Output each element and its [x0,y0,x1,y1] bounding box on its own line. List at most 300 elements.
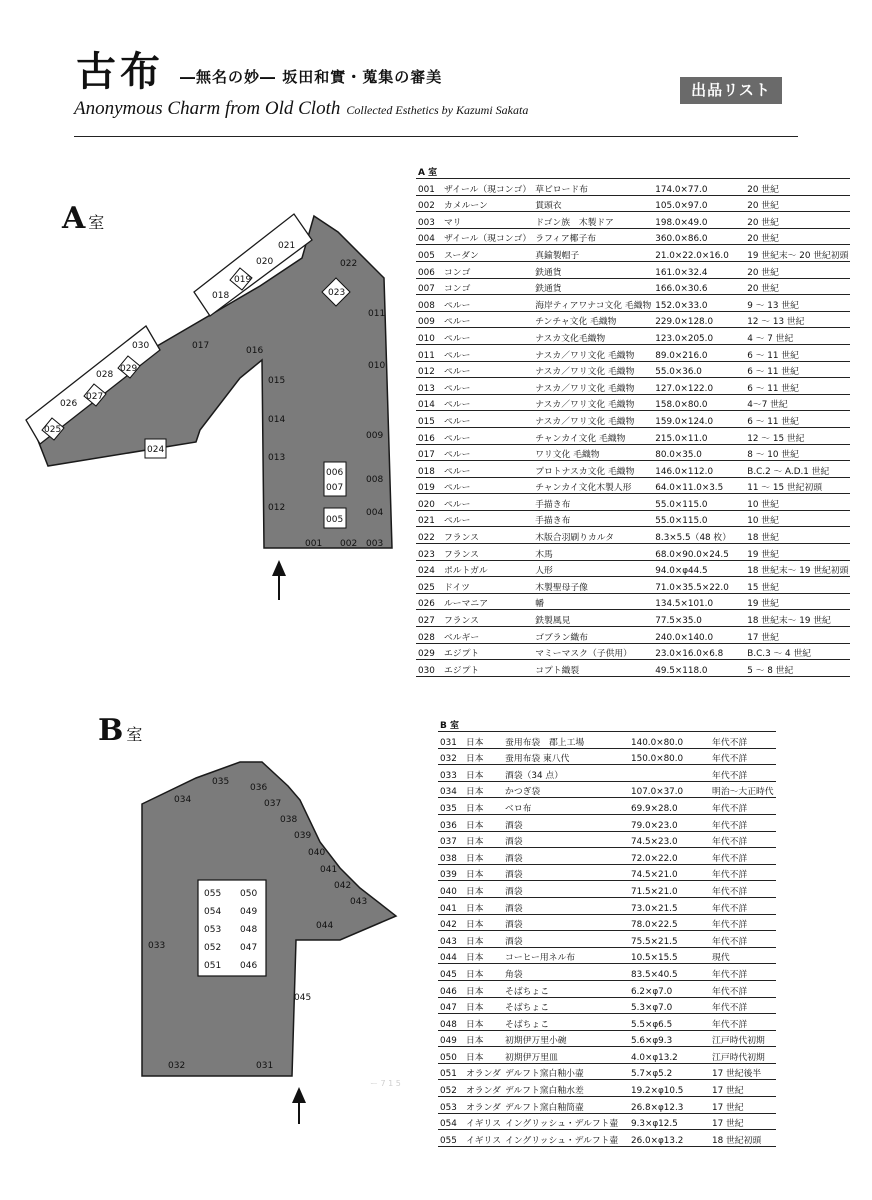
table-row [438,1113,776,1130]
plan-label-041: 041 [320,865,338,875]
item-country: ザイール（現コンゴ） [442,179,533,196]
table-row [438,897,776,914]
plan-label-050: 050 [240,889,258,899]
item-name: 真鍮製帽子 [533,245,653,262]
item-name: ナスカ／ワリ文化 毛織物 [533,411,653,428]
plan-label-037: 037 [264,799,282,809]
item-name: 木製聖母子像 [533,577,653,594]
item-number: 023 [416,544,442,561]
item-number: 005 [416,245,442,262]
table-row [416,261,850,278]
item-period: 18 世紀初頭 [710,1130,776,1147]
item-country: ペルー [442,494,533,511]
item-size: 94.0×φ44.5 [653,560,745,577]
item-period: 18 世紀 [745,527,850,544]
plan-label-044: 044 [316,921,334,931]
table-row [416,544,850,561]
item-name: 鉄製風見 [533,610,653,627]
item-size: 73.0×21.5 [629,897,710,914]
item-number: 007 [416,278,442,295]
plan-label-025: 025 [44,425,62,435]
item-name: 鉄通貨 [533,278,653,295]
item-period: 19 世紀 [745,544,850,561]
item-name: ナスカ／ワリ文化 毛織物 [533,361,653,378]
item-country: 日本 [464,781,503,798]
item-country: 日本 [464,964,503,981]
item-number: 026 [416,593,442,610]
item-period: 年代不詳 [710,748,776,765]
table-row [438,864,776,881]
item-period: B.C.2 ～ A.D.1 世紀 [745,461,850,478]
item-size: 5.3×φ7.0 [629,997,710,1014]
room-b-label: B室 [98,713,143,748]
table-row [438,1047,776,1064]
item-period: 20 世紀 [745,261,850,278]
item-size: 77.5×35.0 [653,610,745,627]
item-number: 006 [416,261,442,278]
item-name: 酒袋 [503,864,629,881]
item-name: 幡 [533,593,653,610]
item-number: 036 [438,814,464,831]
item-name: そばちょこ [503,997,629,1014]
item-country: 日本 [464,1030,503,1047]
item-country: ペルー [442,295,533,312]
item-country: 日本 [464,748,503,765]
item-name: イングリッシュ・デルフト壷 [503,1113,629,1130]
item-country: 日本 [464,831,503,848]
plan-label-002: 002 [340,539,358,549]
plan-label-042: 042 [334,881,352,891]
item-country: エジプト [442,643,533,660]
plan-label-035: 035 [212,777,230,787]
table-row [416,577,850,594]
item-number: 053 [438,1097,464,1114]
item-period: 年代不詳 [710,997,776,1014]
item-country: ドイツ [442,577,533,594]
item-size: 78.0×22.5 [629,914,710,931]
item-country: 日本 [464,947,503,964]
item-period: 18 世紀末～ 19 世紀初頭 [745,560,850,577]
item-name: 手描き布 [533,510,653,527]
plan-label-016: 016 [246,346,264,356]
item-country: ペルー [442,394,533,411]
item-period: 江戸時代初期 [710,1047,776,1064]
item-size: 150.0×80.0 [629,748,710,765]
item-country: イギリス [464,1130,503,1147]
item-size: 68.0×90.0×24.5 [653,544,745,561]
room-b-list [438,716,776,1147]
item-size: 158.0×80.0 [653,394,745,411]
table-row [416,378,850,395]
item-name: 木版合羽刷りカルタ [533,527,653,544]
english-title: Anonymous Charm from Old Cloth [74,98,341,119]
item-period: 18 世紀末～ 19 世紀 [745,610,850,627]
item-name: デルフト窯白釉水差 [503,1080,629,1097]
plan-label-048: 048 [240,925,258,935]
item-period: 年代不詳 [710,980,776,997]
item-number: 012 [416,361,442,378]
plan-label-014: 014 [268,415,286,425]
plan-label-039: 039 [294,831,312,841]
item-number: 049 [438,1030,464,1047]
plan-label-022: 022 [340,259,358,269]
item-country: 日本 [464,798,503,815]
plan-label-012: 012 [268,503,286,513]
item-number: 032 [438,748,464,765]
item-period: 17 世紀 [745,627,850,644]
table-row [416,560,850,577]
item-number: 038 [438,848,464,865]
item-size: 89.0×216.0 [653,344,745,361]
item-name: そばちょこ [503,1014,629,1031]
item-size: 107.0×37.0 [629,781,710,798]
item-size: 75.5×21.5 [629,931,710,948]
item-name: 鉄通貨 [533,261,653,278]
show-through-text: ー 7 1 5 [370,1079,401,1088]
item-country: ザイール（現コンゴ） [442,228,533,245]
item-period: 6 ～ 11 世紀 [745,361,850,378]
plan-label-038: 038 [280,815,298,825]
plan-label-045: 045 [294,993,312,1003]
item-name: 蚕用布袋 東八代 [503,748,629,765]
item-name: チャンカイ文化木製人形 [533,477,653,494]
item-country: フランス [442,544,533,561]
item-period: 年代不詳 [710,814,776,831]
item-size: 71.5×21.0 [629,881,710,898]
item-size: 55.0×115.0 [653,494,745,511]
item-country: フランス [442,527,533,544]
plan-label-004: 004 [366,508,384,518]
item-size: 10.5×15.5 [629,947,710,964]
table-row [438,831,776,848]
item-number: 043 [438,931,464,948]
item-name: 初期伊万里小碗 [503,1030,629,1047]
item-period: 5 ～ 8 世紀 [745,660,850,677]
item-country: 日本 [464,814,503,831]
item-size: 80.0×35.0 [653,444,745,461]
table-row [438,1130,776,1147]
item-number: 034 [438,781,464,798]
item-size [629,765,710,782]
item-name: デルフト窯白釉筒壷 [503,1097,629,1114]
table-row [438,748,776,765]
plan-label-047: 047 [240,943,258,953]
table-row [416,477,850,494]
item-number: 018 [416,461,442,478]
item-name: チャンカイ文化 毛織物 [533,427,653,444]
item-size: 161.0×32.4 [653,261,745,278]
item-country: フランス [442,610,533,627]
table-row [438,1063,776,1080]
item-size: 140.0×80.0 [629,732,710,749]
item-number: 024 [416,560,442,577]
item-size: 64.0×11.0×3.5 [653,477,745,494]
item-size: 152.0×33.0 [653,295,745,312]
plan-label-019: 019 [234,275,252,285]
page-title: 古布 [76,48,164,95]
plan-label-006: 006 [326,468,344,478]
plan-label-003: 003 [366,539,384,549]
item-period: 年代不詳 [710,914,776,931]
item-period: 明治～大正時代 [710,781,776,798]
table-row [416,179,850,196]
plan-label-031: 031 [256,1061,274,1071]
item-number: 002 [416,195,442,212]
item-name: デルフト窯白釉小壷 [503,1063,629,1080]
item-number: 003 [416,212,442,229]
item-country: 日本 [464,765,503,782]
item-number: 019 [416,477,442,494]
item-country: 日本 [464,931,503,948]
item-size: 240.0×140.0 [653,627,745,644]
page-subtitle: ―無名の妙― 坂田和實・蒐集の審美 [180,68,443,86]
item-period: 年代不詳 [710,897,776,914]
item-size: 127.0×122.0 [653,378,745,395]
table-row [438,914,776,931]
item-size: 360.0×86.0 [653,228,745,245]
plan-label-052: 052 [204,943,222,953]
plan-label-024: 024 [147,445,165,455]
item-period: 17 世紀 [710,1113,776,1130]
plan-label-023: 023 [328,288,346,298]
plan-label-010: 010 [368,361,386,371]
table-row [438,997,776,1014]
table-row [416,510,850,527]
table-row [438,931,776,948]
item-period: 17 世紀 [710,1097,776,1114]
item-country: ペルー [442,378,533,395]
table-row [416,344,850,361]
table-row [416,461,850,478]
plan-label-011: 011 [368,309,386,319]
item-period: 10 世紀 [745,494,850,511]
item-country: ペルー [442,461,533,478]
item-size: 71.0×35.5×22.0 [653,577,745,594]
plan-label-026: 026 [60,399,78,409]
item-period: 現代 [710,947,776,964]
item-number: 025 [416,577,442,594]
table-row [416,195,850,212]
table-row [438,1097,776,1114]
item-number: 047 [438,997,464,1014]
item-size: 198.0×49.0 [653,212,745,229]
item-period: 年代不詳 [710,931,776,948]
plan-label-053: 053 [204,925,222,935]
plan-label-007: 007 [326,483,344,493]
table-row [438,1080,776,1097]
item-size: 74.5×21.0 [629,864,710,881]
item-period: 9 ～ 13 世紀 [745,295,850,312]
item-number: 030 [416,660,442,677]
item-size: 19.2×φ10.5 [629,1080,710,1097]
plan-label-013: 013 [268,453,286,463]
table-row [438,964,776,981]
table-row [416,278,850,295]
table-row [416,427,850,444]
item-size: 159.0×124.0 [653,411,745,428]
item-period: 17 世紀 [710,1080,776,1097]
item-name: 草ビロード布 [533,179,653,196]
item-number: 035 [438,798,464,815]
plan-label-046: 046 [240,961,258,971]
item-name: ゴブラン織布 [533,627,653,644]
table-row [438,781,776,798]
plan-label-036: 036 [250,783,268,793]
table-row [416,212,850,229]
item-period: 10 世紀 [745,510,850,527]
plan-label-015: 015 [268,376,286,386]
plan-label-033: 033 [148,941,166,951]
item-country: ペルー [442,411,533,428]
item-name: ナスカ／ワリ文化 毛織物 [533,344,653,361]
item-number: 045 [438,964,464,981]
item-country: ペルー [442,510,533,527]
item-name: ナスカ文化毛織物 [533,328,653,345]
item-number: 020 [416,494,442,511]
item-name: 酒袋 [503,881,629,898]
item-period: 8 ～ 10 世紀 [745,444,850,461]
table-row [416,295,850,312]
table-row [438,1014,776,1031]
item-country: コンゴ [442,278,533,295]
item-period: 年代不詳 [710,1014,776,1031]
table-row [438,1030,776,1047]
item-size: 215.0×11.0 [653,427,745,444]
item-name: 酒袋 [503,848,629,865]
item-number: 041 [438,897,464,914]
plan-label-020: 020 [256,257,274,267]
item-name: 貫頭衣 [533,195,653,212]
item-period: 年代不詳 [710,732,776,749]
item-size: 69.9×28.0 [629,798,710,815]
item-country: コンゴ [442,261,533,278]
plan-label-030: 030 [132,341,150,351]
item-name: ドゴン族 木製ドア [533,212,653,229]
item-size: 123.0×205.0 [653,328,745,345]
item-size: 5.6×φ9.3 [629,1030,710,1047]
item-number: 016 [416,427,442,444]
item-country: 日本 [464,1014,503,1031]
item-country: 日本 [464,914,503,931]
item-period: 年代不詳 [710,831,776,848]
item-size: 5.7×φ5.2 [629,1063,710,1080]
list-badge: 出品リスト [680,77,782,104]
item-size: 72.0×22.0 [629,848,710,865]
item-period: 6 ～ 11 世紀 [745,411,850,428]
item-name: ベロ布 [503,798,629,815]
item-period: 20 世紀 [745,228,850,245]
plan-label-054: 054 [204,907,222,917]
item-size: 146.0×112.0 [653,461,745,478]
table-row [438,947,776,964]
item-country: ペルー [442,477,533,494]
item-name: チンチャ文化 毛織物 [533,311,653,328]
table-row [416,394,850,411]
item-number: 048 [438,1014,464,1031]
table-row [438,732,776,749]
item-period: 江戸時代初期 [710,1030,776,1047]
item-number: 055 [438,1130,464,1147]
item-country: ペルー [442,427,533,444]
item-period: 15 世紀 [745,577,850,594]
table-row [416,593,850,610]
item-number: 001 [416,179,442,196]
room-a-label: A室 [62,201,105,236]
item-number: 044 [438,947,464,964]
table-row [438,980,776,997]
table-row [416,610,850,627]
room-a-list [416,163,850,677]
item-period: 4～7 世紀 [745,394,850,411]
item-period: 20 世紀 [745,212,850,229]
item-number: 011 [416,344,442,361]
table-row [438,765,776,782]
english-subtitle: Collected Esthetics by Kazumi Sakata [346,103,529,117]
item-period: 17 世紀後半 [710,1063,776,1080]
item-size: 5.5×φ6.5 [629,1014,710,1031]
item-size: 4.0×φ13.2 [629,1047,710,1064]
table-row [438,848,776,865]
item-size: 134.5×101.0 [653,593,745,610]
item-name: 酒袋 [503,897,629,914]
item-period: 4 ～ 7 世紀 [745,328,850,345]
item-size: 55.0×115.0 [653,510,745,527]
item-period: 年代不詳 [710,848,776,865]
item-size: 174.0×77.0 [653,179,745,196]
item-size: 79.0×23.0 [629,814,710,831]
item-number: 029 [416,643,442,660]
item-country: ペルー [442,344,533,361]
item-number: 042 [438,914,464,931]
item-number: 028 [416,627,442,644]
plan-label-040: 040 [308,848,326,858]
item-name: 木馬 [533,544,653,561]
item-name: かつぎ袋 [503,781,629,798]
item-number: 054 [438,1113,464,1130]
item-size: 105.0×97.0 [653,195,745,212]
item-number: 013 [416,378,442,395]
item-name: ワリ文化 毛織物 [533,444,653,461]
item-size: 229.0×128.0 [653,311,745,328]
item-country: マリ [442,212,533,229]
item-size: 23.0×16.0×6.8 [653,643,745,660]
table-row [416,660,850,677]
item-number: 004 [416,228,442,245]
item-number: 008 [416,295,442,312]
item-number: 052 [438,1080,464,1097]
table-row [416,311,850,328]
item-size: 8.3×5.5（48 枚） [653,527,745,544]
item-period: 20 世紀 [745,179,850,196]
item-number: 014 [416,394,442,411]
plan-label-028: 028 [96,370,114,380]
item-period: 年代不詳 [710,964,776,981]
item-name: そばちょこ [503,980,629,997]
item-country: ペルー [442,311,533,328]
item-name: 角袋 [503,964,629,981]
item-country: スーダン [442,245,533,262]
table-row [416,411,850,428]
plan-label-008: 008 [366,475,384,485]
item-size: 49.5×118.0 [653,660,745,677]
item-number: 017 [416,444,442,461]
item-name: コーヒー用ネル布 [503,947,629,964]
item-size: 74.5×23.0 [629,831,710,848]
plan-label-032: 032 [168,1061,186,1071]
item-name: プロトナスカ文化 毛織物 [533,461,653,478]
item-name: 人形 [533,560,653,577]
item-country: カメルーン [442,195,533,212]
